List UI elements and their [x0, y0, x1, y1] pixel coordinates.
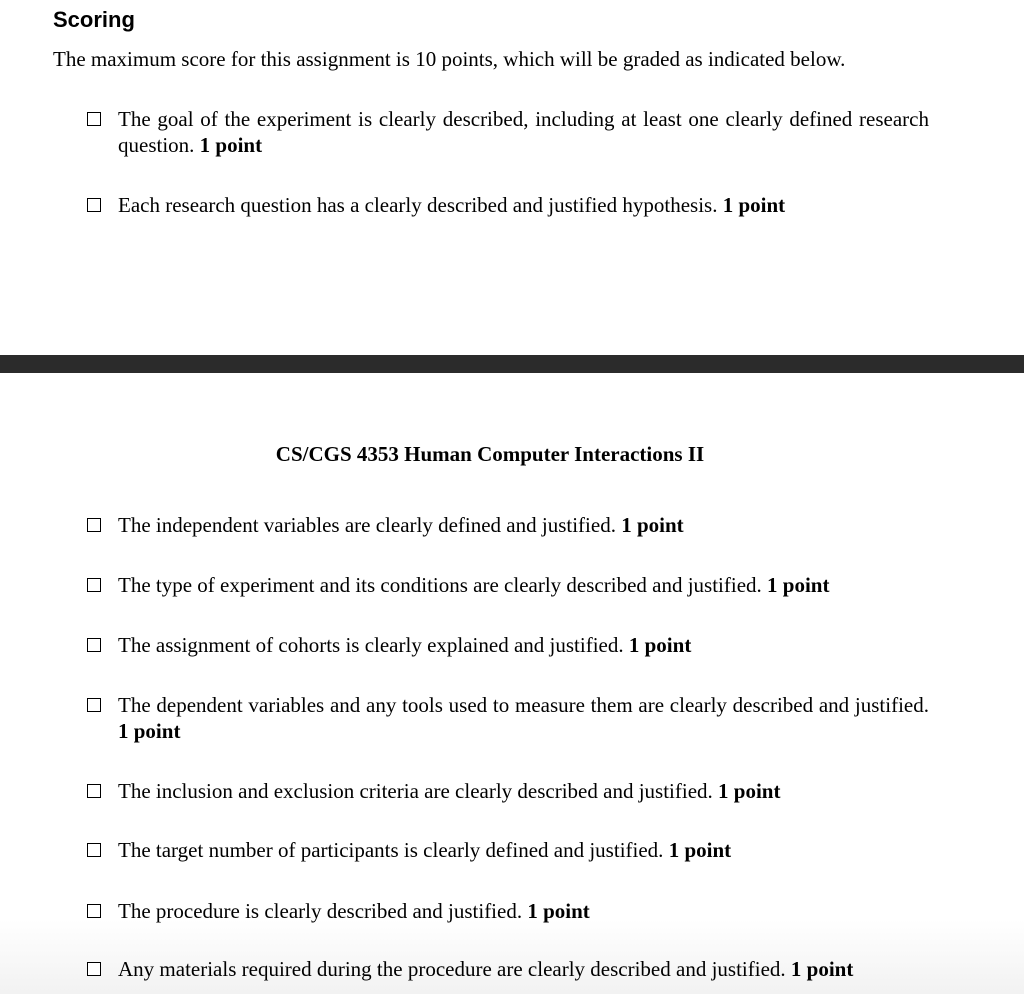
- rubric-criterion: Each research question has a clearly described and justified hypothesis.: [118, 193, 718, 217]
- rubric-item-text: [118, 692, 929, 744]
- rubric-item-independent-variables: [87, 512, 929, 538]
- rubric-points: 1 point: [527, 899, 590, 923]
- rubric-criterion: The procedure is clearly described and justified.: [118, 899, 523, 923]
- rubric-item-participants: [87, 837, 929, 863]
- intro-paragraph: The maximum score for this assignment is 10 points, which will be graded as indicated below.: [53, 47, 846, 71]
- rubric-criterion: The target number of participants is clearly defined and justified.: [118, 838, 664, 862]
- rubric-criterion: The dependent variables and any tools used to measure them are clearly described and justified.: [118, 693, 929, 717]
- rubric-item-goal: [87, 106, 929, 158]
- rubric-criterion: The inclusion and exclusion criteria are clearly described and justified.: [118, 779, 713, 803]
- rubric-points: 1 point: [118, 719, 181, 743]
- rubric-points: 1 point: [767, 573, 830, 597]
- rubric-item-text: [118, 778, 929, 804]
- rubric-item-cohorts: [87, 632, 929, 658]
- checkbox-icon[interactable]: [87, 962, 101, 976]
- rubric-item-hypothesis: [87, 192, 929, 218]
- rubric-criterion: The goal of the experiment is clearly described, including at least one clearly defined research question.: [118, 107, 929, 157]
- rubric-item-text: [118, 837, 929, 863]
- rubric-criterion: The independent variables are clearly defined and justified.: [118, 513, 616, 537]
- checkbox-icon[interactable]: [87, 784, 101, 798]
- checkbox-icon[interactable]: [87, 518, 101, 532]
- rubric-criterion: The assignment of cohorts is clearly explained and justified.: [118, 633, 624, 657]
- checkbox-icon[interactable]: [87, 198, 101, 212]
- rubric-points: 1 point: [722, 193, 786, 217]
- rubric-points: 1 point: [628, 633, 692, 657]
- checkbox-icon[interactable]: [87, 112, 101, 126]
- rubric-points: 1 point: [668, 838, 732, 862]
- rubric-points: 1 point: [790, 957, 854, 981]
- rubric-item-dependent-variables: [87, 692, 929, 744]
- rubric-points: 1 point: [199, 133, 263, 157]
- rubric-item-text: [118, 572, 929, 598]
- rubric-item-text: [118, 192, 929, 218]
- page-break-divider: [0, 355, 1024, 373]
- rubric-item-text: [118, 956, 929, 982]
- rubric-item-procedure: [87, 898, 929, 924]
- checkbox-icon[interactable]: [87, 578, 101, 592]
- rubric-criterion: Any materials required during the procedure are clearly described and justified.: [118, 957, 786, 981]
- rubric-item-criteria: [87, 778, 929, 804]
- rubric-item-text: [118, 632, 929, 658]
- checkbox-icon[interactable]: [87, 638, 101, 652]
- rubric-points: 1 point: [621, 513, 684, 537]
- rubric-item-experiment-type: [87, 572, 929, 598]
- rubric-item-materials: [87, 956, 929, 982]
- rubric-points: 1 point: [718, 779, 781, 803]
- rubric-item-text: [118, 898, 929, 924]
- rubric-criterion: The type of experiment and its conditions are clearly described and justified.: [118, 573, 762, 597]
- section-heading: Scoring: [53, 7, 135, 32]
- course-title: CS/CGS 4353 Human Computer Interactions II: [275, 442, 705, 466]
- rubric-item-text: [118, 106, 929, 158]
- rubric-item-text: [118, 512, 929, 538]
- checkbox-icon[interactable]: [87, 698, 101, 712]
- checkbox-icon[interactable]: [87, 904, 101, 918]
- checkbox-icon[interactable]: [87, 843, 101, 857]
